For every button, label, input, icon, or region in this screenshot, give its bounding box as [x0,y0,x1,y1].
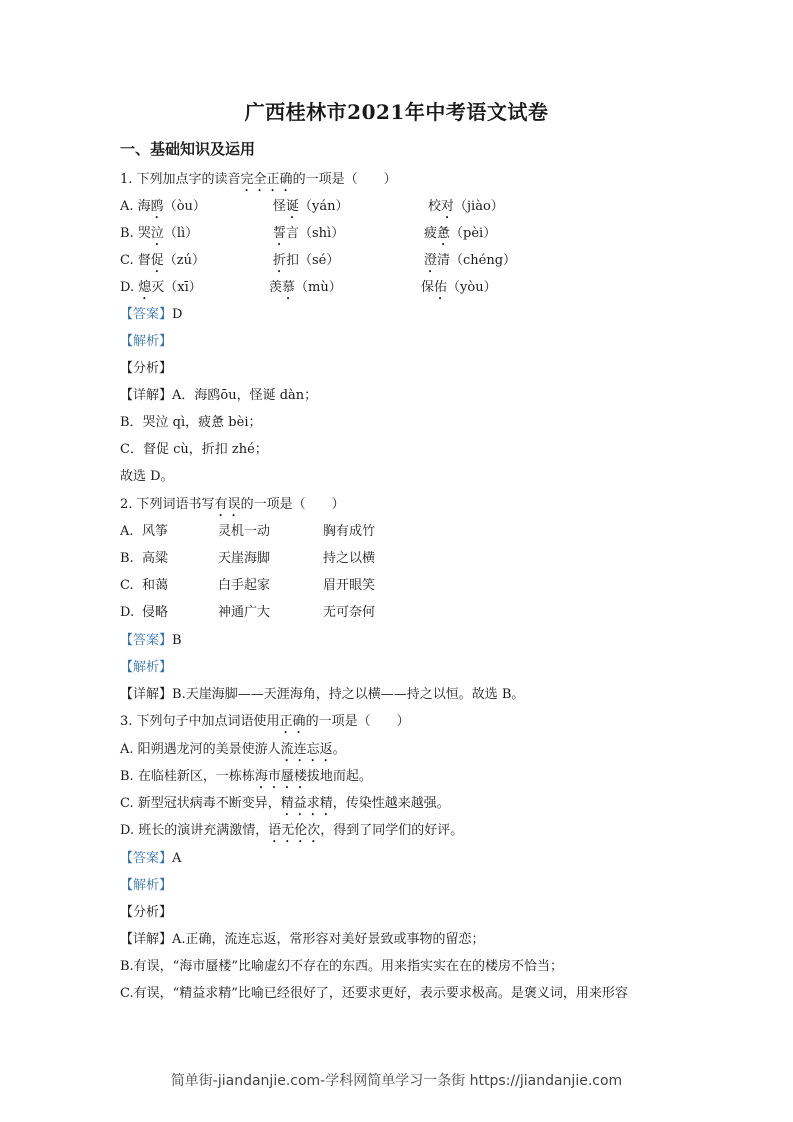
q2-option-d: D. 侵略 神通广大 无可奈何 [120,605,376,620]
q1-answer: 【答案】D [120,307,183,322]
q1-detail-b: B．哭泣 qì，疲惫 bèi； [120,415,262,430]
q1-detail-a: 【详解】A．海鸥ōu，怪诞 dàn； [120,388,318,403]
q2-analysis-tag: 【解析】 [120,660,173,675]
q2-detail: 【详解】B.天崖海脚——天涯海角，持之以横——持之以恒。故选 B。 [120,687,525,702]
q3-detail-c: C.有误，“精益求精”比喻已经很好了，还要求更好，表示要求极高。是褒义词，用来形容 [120,986,628,1001]
section-heading: 一、基础知识及运用 [120,140,256,158]
q1-detail-c: C．督促 cù，折扣 zhé； [120,442,268,457]
q3-option-d: D. 班长的演讲充满激情，语无伦次，得到了同学们的好评。 [120,823,464,838]
q1-option-d: D. 熄灭（xī） 羡慕（mù） 保佑（yòu） [120,280,497,295]
q1-option-b: B. 哭泣（lì） 誓言（shì） 疲惫（pèi） [120,226,497,241]
q2-option-b: B. 高粱 天崖海脚 持之以横 [120,551,376,566]
page-footer: 简单街-jiandanjie.com-学科网简单学习一条街 https://jiandanjie.com [170,1073,623,1089]
q2-stem: 2. 下列词语书写有误的一项是（ ） [120,497,345,512]
q1-fenxi: 【分析】 [120,361,173,376]
q3-option-c: C. 新型冠状病毒不断变异，精益求精，传染性越来越强。 [120,796,450,811]
q3-detail-a: 【详解】A.正确，流连忘返，常形容对美好景致或事物的留恋； [120,932,485,947]
q2-answer: 【答案】B [120,633,182,648]
q3-answer: 【答案】A [120,851,182,866]
q1-option-a: A. 海鸥（òu） 怪诞（yán） 校对（jiào） [120,199,504,214]
q3-option-b: B. 在临桂新区，一栋栋海市蜃楼拔地而起。 [120,769,372,784]
q1-detail-conclusion: 故选 D。 [120,469,174,484]
q3-analysis-tag: 【解析】 [120,878,173,893]
q1-option-c: C. 督促（zú） 折扣（sé） 澄清（chéng） [120,253,517,268]
q1-analysis-tag: 【解析】 [120,334,173,349]
q3-stem: 3. 下列句子中加点词语使用正确的一项是（ ） [120,714,410,729]
q2-option-c: C. 和蔼 白手起家 眉开眼笑 [120,578,376,593]
q3-option-a: A. 阳朔遇龙河的美景使游人流连忘返。 [120,742,346,757]
q1-stem: 1. 下列加点字的读音完全正确的一项是（ ） [120,172,397,187]
q3-fenxi: 【分析】 [120,905,173,920]
page-title: 广西桂林市2021年中考语文试卷 [244,100,549,124]
q2-option-a: A. 风筝 灵机一动 胸有成竹 [120,524,376,539]
q3-detail-b: B.有误，“海市蜃楼”比喻虚幻不存在的东西。用来指实实在在的楼房不恰当； [120,959,563,974]
